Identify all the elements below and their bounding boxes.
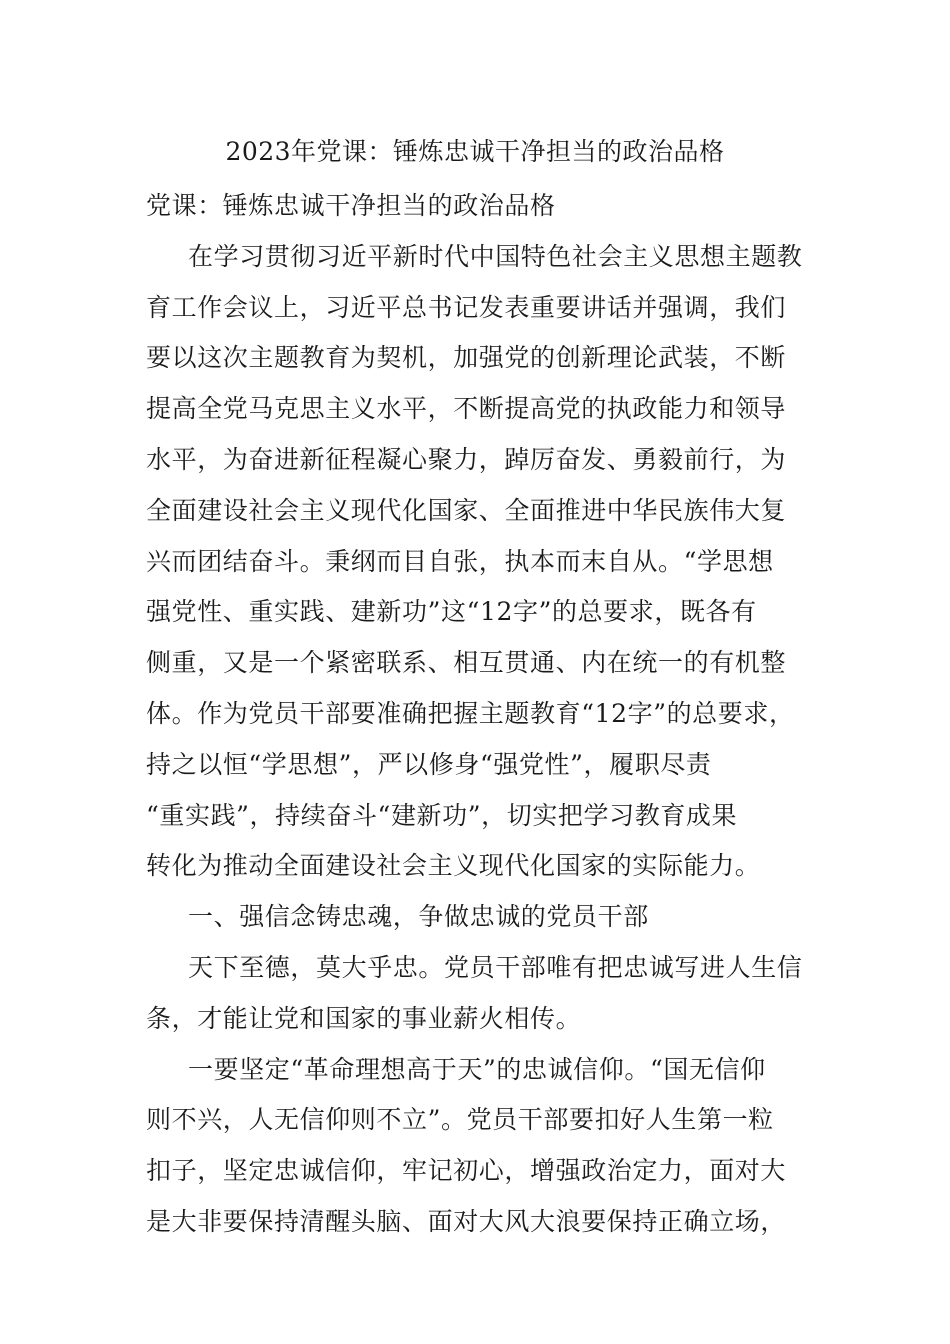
document-body <box>146 181 826 1248</box>
text-line: 转化为推动全面建设社会主义现代化国家的实际能力。 <box>146 851 761 881</box>
text-line: 体。作为党员干部要准确把握主题教育“12字”的总要求， <box>146 698 795 728</box>
text-line: 党课：锤炼忠诚干净担当的政治品格 <box>146 191 556 220</box>
text-line: 扣子，坚定忠诚信仰，牢记初心，增强政治定力，面对大 <box>146 1156 787 1186</box>
text-line: 在学习贯彻习近平新时代中国特色社会主义思想主题教 <box>188 241 803 271</box>
text-line: 育工作会议上，习近平总书记发表重要讲话并强调，我们 <box>146 292 787 322</box>
text-line: 侧重，又是一个紧密联系、相互贯通、内在统一的有机整 <box>146 648 787 678</box>
text-line: 是大非要保持清醒头脑、面对大风大浪要保持正确立场， <box>146 1206 787 1236</box>
text-line: 兴而团结奋斗。秉纲而目自张，执本而末自从。“学思想 <box>146 546 774 576</box>
text-line: 天下至德，莫大乎忠。党员干部唯有把忠诚写进人生信 <box>188 952 803 982</box>
text-line: 要以这次主题教育为契机，加强党的创新理论武装，不断 <box>146 343 787 373</box>
text-line: 全面建设社会主义现代化国家、全面推进中华民族伟大复 <box>146 495 787 525</box>
text-line: 水平，为奋进新征程凝心聚力，踔厉奋发、勇毅前行，为 <box>146 444 787 474</box>
text-line: 则不兴，人无信仰则不立”。党员干部要扣好人生第一粒 <box>146 1105 774 1135</box>
text-line: 强党性、重实践、建新功”这“12字”的总要求，既各有 <box>146 597 757 627</box>
document-title: 2023年党课：锤炼忠诚干净担当的政治品格 <box>225 137 725 166</box>
text-line: 一、强信念铸忠魂，争做忠诚的党员干部 <box>188 902 649 932</box>
text-line: 一要坚定“革命理想高于天”的忠诚信仰。“国无信仰 <box>188 1054 766 1084</box>
text-line: 提高全党马克思主义水平，不断提高党的执政能力和领导 <box>146 394 787 424</box>
text-line: 条，才能让党和国家的事业薪火相传。 <box>146 1003 582 1033</box>
text-line: 持之以恒“学思想”，严以修身“强党性”，履职尽责 <box>146 749 712 779</box>
text-line: “重实践”，持续奋斗“建新功”，切实把学习教育成果 <box>146 800 738 830</box>
